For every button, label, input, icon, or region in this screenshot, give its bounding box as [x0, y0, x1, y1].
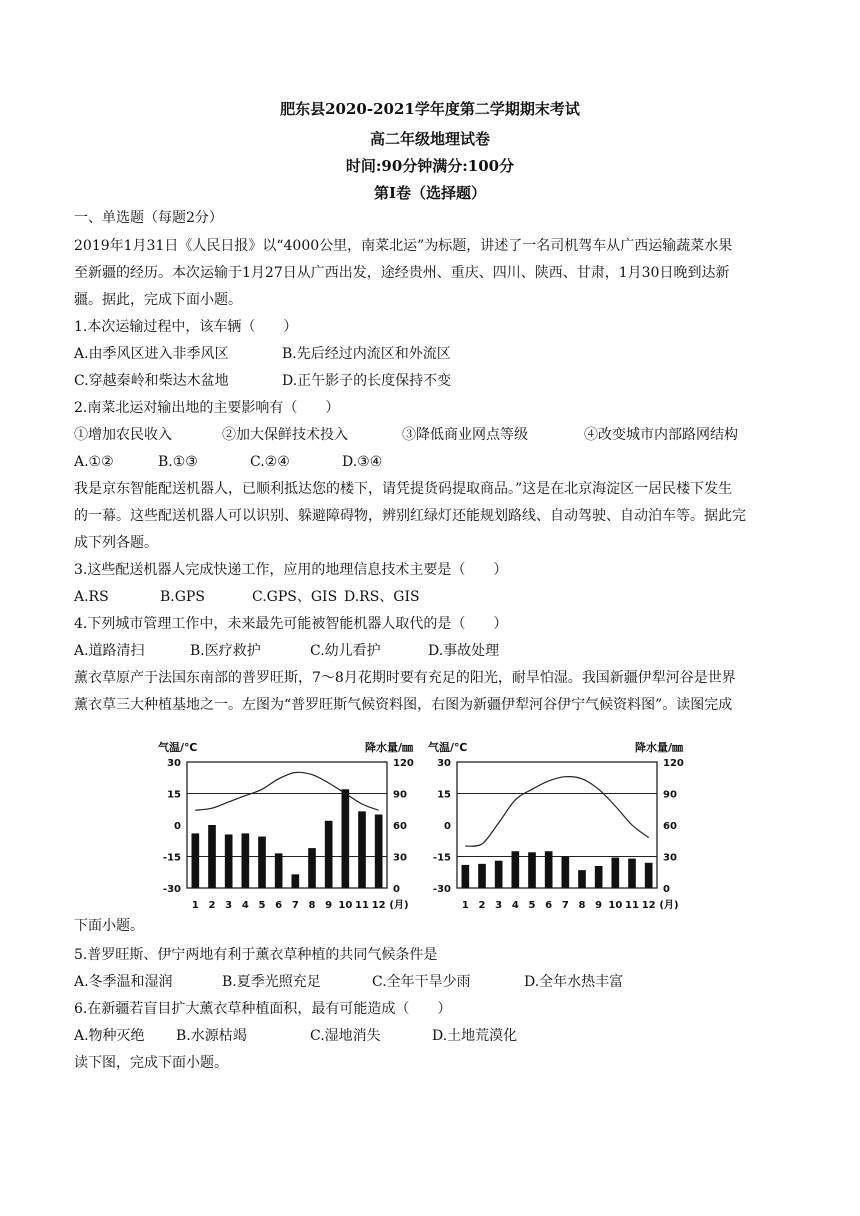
q2-option-d: D.③④ — [342, 454, 383, 470]
x-tick-label: 6 — [275, 900, 283, 911]
left-tick-label: 15 — [437, 789, 451, 801]
passage1-line2: 至新疆的经历。本次运输于1月27日从广西出发，途经贵州、重庆、四川、陕西、甘肃，1月30日晚到达新 — [74, 265, 730, 281]
precipitation-bar — [292, 874, 300, 888]
precipitation-bar — [358, 811, 366, 888]
exam-title: 肥东县2020-2021学年度第二学期期末考试 — [280, 100, 580, 118]
precipitation-bar — [545, 851, 553, 888]
time-score-line: 时间:90分钟满分:100分 — [345, 157, 515, 175]
x-tick-label: 1 — [191, 900, 199, 911]
x-tick-label: 6 — [545, 900, 553, 911]
q5-option-b: B.夏季光照充足 — [222, 974, 321, 990]
passage3-line1: 薰衣草原产于法国东南部的普罗旺斯，7～8月花期时要有充足的阳光，耐旱怕湿。我国新疆伊犁河谷是世界 — [74, 670, 736, 686]
q3-option-b: B.GPS — [160, 589, 205, 605]
x-tick-label: 9 — [325, 900, 333, 911]
right-tick-label: 60 — [393, 821, 407, 832]
temperature-curve — [465, 777, 648, 847]
x-tick-label: 5 — [258, 900, 266, 911]
right-tick-label: 30 — [393, 852, 407, 864]
right-tick-label: 120 — [663, 758, 684, 769]
y-axis-title-left: 气温/℃ — [428, 741, 468, 754]
q2-item-2: ②加大保鲜技术投入 — [222, 427, 348, 443]
x-tick-label: 12 — [641, 900, 656, 911]
q3-option-c: C.GPS、GIS — [252, 589, 338, 605]
precipitation-bar — [325, 821, 333, 888]
left-tick-label: 15 — [167, 789, 181, 801]
left-tick-label: -15 — [432, 852, 451, 864]
plot-frame — [457, 762, 657, 888]
x-tick-label: 9 — [595, 900, 603, 911]
passage1-line1: 2019年1月31日《人民日报》以“4000公里，南菜北运”为标题，讲述了一名司机驾车从广西运输蔬菜水果 — [74, 238, 733, 254]
plot-frame — [187, 762, 387, 888]
q5-option-d: D.全年水热丰富 — [524, 974, 624, 990]
precipitation-bar — [242, 833, 250, 888]
q3-option-a: A.RS — [74, 589, 109, 605]
precipitation-bar — [478, 864, 486, 888]
x-tick-label: 3 — [495, 900, 503, 911]
x-tick-label: 4 — [511, 900, 519, 911]
right-tick-label: 90 — [393, 789, 407, 801]
x-tick-label: 12 — [371, 900, 386, 911]
question-6-stem: 6.在新疆若盲目扩大薰衣草种植面积，最有可能造成（ ） — [74, 1001, 452, 1017]
precipitation-bar — [258, 837, 266, 888]
x-tick-label: 7 — [291, 900, 299, 911]
question-3-stem: 3.这些配送机器人完成快递工作，应用的地理信息技术主要是（ ） — [74, 562, 508, 578]
left-tick-label: 0 — [174, 821, 181, 832]
precipitation-bar — [495, 861, 503, 888]
precipitation-bar — [628, 859, 636, 888]
closing-instruction: 读下图，完成下面小题。 — [74, 1055, 228, 1071]
precipitation-bar — [462, 865, 470, 888]
right-tick-label: 120 — [393, 758, 414, 769]
x-tick-label: 10 — [338, 900, 353, 911]
question-1-stem: 1.本次运输过程中，该车辆（ ） — [74, 319, 298, 335]
right-tick-label: 0 — [393, 884, 400, 895]
chart-provence-climate — [150, 735, 430, 920]
q6-option-c: C.湿地消失 — [310, 1028, 381, 1044]
q5-option-c: C.全年干旱少雨 — [372, 974, 471, 990]
left-tick-label: 0 — [444, 821, 451, 832]
question-4-stem: 4.下列城市管理工作中，未来最先可能被智能机器人取代的是（ ） — [74, 616, 508, 632]
q1-option-d: D.正午影子的长度保持不变 — [282, 373, 452, 389]
q1-option-b: B.先后经过内流区和外流区 — [282, 346, 451, 362]
right-tick-label: 90 — [663, 789, 677, 801]
x-tick-label: 2 — [208, 900, 216, 911]
precipitation-bar — [225, 834, 233, 888]
passage1-line3: 疆。据此，完成下面小题。 — [74, 292, 242, 308]
precipitation-bar — [512, 851, 520, 888]
right-tick-label: 30 — [663, 852, 677, 864]
passage2-line1: 我是京东智能配送机器人，已顺利抵达您的楼下，请凭提货码提取商品。”这是在北京海淀区一居民楼下发生 — [74, 481, 733, 497]
q1-option-a: A.由季风区进入非季风区 — [74, 346, 229, 362]
precipitation-bar — [578, 870, 586, 888]
x-tick-label: 10 — [608, 900, 623, 911]
section-heading: 一、单选题（每题2分） — [74, 210, 223, 226]
q2-option-c: C.②④ — [250, 454, 290, 470]
q4-option-c: C.幼儿看护 — [310, 643, 381, 659]
q6-option-b: B.水源枯竭 — [176, 1028, 247, 1044]
x-axis-unit: (月) — [389, 900, 409, 911]
x-tick-label: 2 — [478, 900, 486, 911]
q2-item-4: ④改变城市内部路网结构 — [584, 427, 738, 443]
precipitation-bar — [595, 866, 603, 888]
temperature-curve — [195, 772, 378, 810]
question-5-stem: 5.普罗旺斯、伊宁两地有利于薰衣草种植的共同气候条件是 — [74, 947, 438, 963]
precipitation-bar — [192, 833, 200, 888]
precipitation-bar — [275, 853, 283, 888]
precipitation-bar — [308, 848, 316, 888]
precipitation-bar — [208, 825, 216, 888]
right-tick-label: 0 — [663, 884, 670, 895]
section-title: 第Ⅰ卷（选择题） — [373, 184, 487, 202]
x-tick-label: 8 — [308, 900, 316, 911]
passage3-line2: 薰衣草三大种植基地之一。左图为“普罗旺斯气候资料图，右图为新疆伊犁河谷伊宁气候资料图”。读图完成 — [74, 697, 733, 713]
left-tick-label: -15 — [162, 852, 181, 864]
precipitation-bar — [342, 789, 350, 888]
q6-option-a: A.物种灭绝 — [74, 1028, 145, 1044]
passage2-line2: 的一幕。这些配送机器人可以识别、躲避障碍物，辨别红绿灯还能规划路线、自动驾驶、自动泊车等。据此完 — [74, 508, 746, 524]
x-axis-unit: (月) — [659, 900, 679, 911]
precipitation-bar — [528, 852, 536, 888]
q2-option-a: A.①② — [74, 454, 114, 470]
q6-option-d: D.土地荒漠化 — [432, 1028, 518, 1044]
precipitation-bar — [562, 857, 570, 889]
question-2-stem: 2.南菜北运对输出地的主要影响有（ ） — [74, 400, 340, 416]
x-tick-label: 1 — [461, 900, 469, 911]
x-tick-label: 5 — [528, 900, 536, 911]
q2-item-3: ③降低商业网点等级 — [402, 427, 528, 443]
q2-option-b: B.①③ — [158, 454, 198, 470]
x-tick-label: 11 — [625, 900, 639, 911]
q1-option-c: C.穿越秦岭和柴达木盆地 — [74, 373, 229, 389]
x-tick-label: 11 — [355, 900, 369, 911]
q3-option-d: D.RS、GIS — [344, 589, 420, 605]
left-tick-label: 30 — [167, 758, 181, 769]
q2-item-1: ①增加农民收入 — [74, 427, 172, 443]
left-tick-label: -30 — [162, 884, 181, 895]
y-axis-title-left: 气温/℃ — [158, 741, 198, 754]
y-axis-title-right: 降水量/㎜ — [634, 741, 684, 754]
q4-option-d: D.事故处理 — [428, 643, 500, 659]
left-tick-label: -30 — [432, 884, 451, 895]
passage2-line3: 成下列各题。 — [74, 535, 158, 551]
q4-option-b: B.医疗救护 — [190, 643, 261, 659]
q5-option-a: A.冬季温和湿润 — [74, 974, 173, 990]
x-tick-label: 4 — [241, 900, 249, 911]
right-tick-label: 60 — [663, 821, 677, 832]
q4-option-a: A.道路清扫 — [74, 643, 145, 659]
chart-yining-climate — [420, 735, 700, 920]
precipitation-bar — [645, 863, 653, 888]
precipitation-bar — [375, 815, 383, 889]
left-tick-label: 30 — [437, 758, 451, 769]
x-tick-label: 3 — [225, 900, 233, 911]
y-axis-title-right: 降水量/㎜ — [364, 741, 414, 754]
precipitation-bar — [612, 858, 620, 888]
passage3-line3: 下面小题。 — [74, 918, 144, 934]
exam-subtitle: 高二年级地理试卷 — [369, 130, 490, 148]
x-tick-label: 7 — [561, 900, 569, 911]
x-tick-label: 8 — [578, 900, 586, 911]
